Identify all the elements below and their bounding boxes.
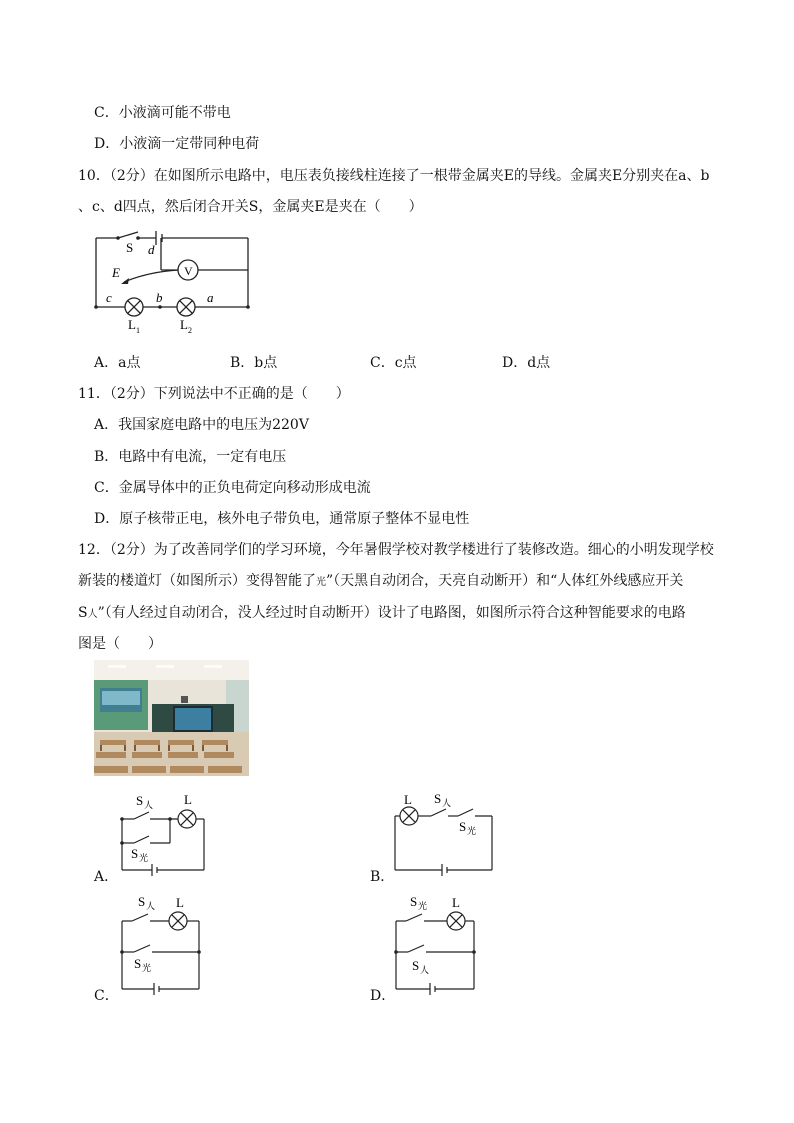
- svg-text:L: L: [176, 895, 184, 910]
- q9-option-d: D．小液滴一定带同种电荷: [94, 136, 260, 152]
- q12-option-d-letter: D．: [370, 988, 396, 1004]
- q11-stem: 11．（2分）下列说法中不正确的是（ ）: [78, 386, 350, 402]
- svg-text:S: S: [459, 819, 467, 834]
- svg-text:人: 人: [144, 800, 154, 810]
- svg-text:S: S: [138, 894, 146, 909]
- lamp-l1-subscript: 1: [136, 326, 140, 335]
- q11-option-b: B．电路中有电流，一定有电压: [94, 449, 287, 465]
- switch-s-label: S: [126, 240, 134, 255]
- svg-text:光: 光: [418, 901, 428, 911]
- clip-arrow-icon: [121, 278, 129, 284]
- q11-option-c: C．金属导体中的正负电荷定向移动形成电流: [94, 480, 371, 496]
- point-c-label: c: [106, 290, 112, 305]
- lamp-l2-label: L: [180, 317, 188, 332]
- svg-text:S: S: [412, 958, 420, 973]
- q12-option-b-letter: B．: [370, 869, 395, 885]
- svg-text:L: L: [184, 792, 192, 807]
- clip-e-label: E: [112, 265, 120, 280]
- svg-text:人: 人: [420, 965, 430, 975]
- svg-text:S: S: [434, 791, 442, 806]
- q11-option-d: D．原子核带正电，核外电子带负电，通常原子整体不显电性: [94, 511, 470, 527]
- q12-option-a-letter: A．: [94, 869, 119, 885]
- q10-stem-line1: 10．（2分）在如图所示电路中，电压表负接线柱连接了一根带金属夹E的导线。金属夹E分别夹在a、b: [78, 168, 710, 184]
- q10-option-a: A．a点: [94, 355, 141, 371]
- lamp-l1-label: L: [128, 317, 136, 332]
- q9-option-c: C．小液滴可能不带电: [94, 105, 231, 121]
- svg-text:光: 光: [142, 963, 152, 973]
- q12-stem-line1: 12．（2分）为了改善同学们的学习环境，今年暑假学校对教学楼进行了装修改造。细心的小明发现学校: [78, 542, 714, 558]
- svg-text:S: S: [131, 846, 139, 861]
- q12-option-b-circuit: [386, 786, 502, 878]
- svg-text:L: L: [452, 895, 460, 910]
- q12-stem-line2: 新装的楼道灯（如图所示）变得智能了光”（天黑自动闭合，天亮自动断开）和“人体红外线感应开关: [78, 573, 684, 589]
- q12-stem-line3: S人”（有人经过自动闭合，没人经过时自动断开）设计了电路图，如图所示符合这种智能要求的电路: [78, 605, 686, 621]
- q10-option-c: C．c点: [370, 355, 417, 371]
- q10-circuit-figure: [88, 228, 258, 338]
- q12-option-d-circuit: [386, 890, 486, 996]
- q10-stem-line2: 、c、d四点，然后闭合开关S，金属夹E是夹在（ ）: [78, 199, 423, 215]
- q12-stem-line4: 图是（ ）: [78, 636, 162, 652]
- point-d-label: d: [148, 242, 155, 257]
- voltmeter-label: V: [184, 264, 193, 278]
- svg-text:S: S: [136, 793, 144, 808]
- svg-text:S: S: [410, 894, 418, 909]
- svg-text:人: 人: [442, 798, 452, 808]
- switch-s-lever: [118, 232, 138, 238]
- q10-option-b: B．b点: [230, 355, 278, 371]
- svg-text:光: 光: [467, 826, 477, 836]
- svg-text:S: S: [134, 956, 142, 971]
- point-a-label: a: [207, 290, 214, 305]
- svg-text:L: L: [404, 792, 412, 807]
- q10-option-d: D．d点: [502, 355, 551, 371]
- q12-option-c-circuit: [112, 890, 212, 996]
- q11-option-a: A．我国家庭电路中的电压为220V: [94, 417, 309, 433]
- classroom-photo: [94, 660, 249, 776]
- q12-option-a-circuit: [112, 790, 222, 882]
- point-b-label: b: [156, 290, 163, 305]
- svg-text:人: 人: [146, 901, 156, 911]
- lamp-l2-subscript: 2: [188, 326, 192, 335]
- q12-option-c-letter: C．: [94, 988, 119, 1004]
- svg-text:光: 光: [139, 853, 149, 863]
